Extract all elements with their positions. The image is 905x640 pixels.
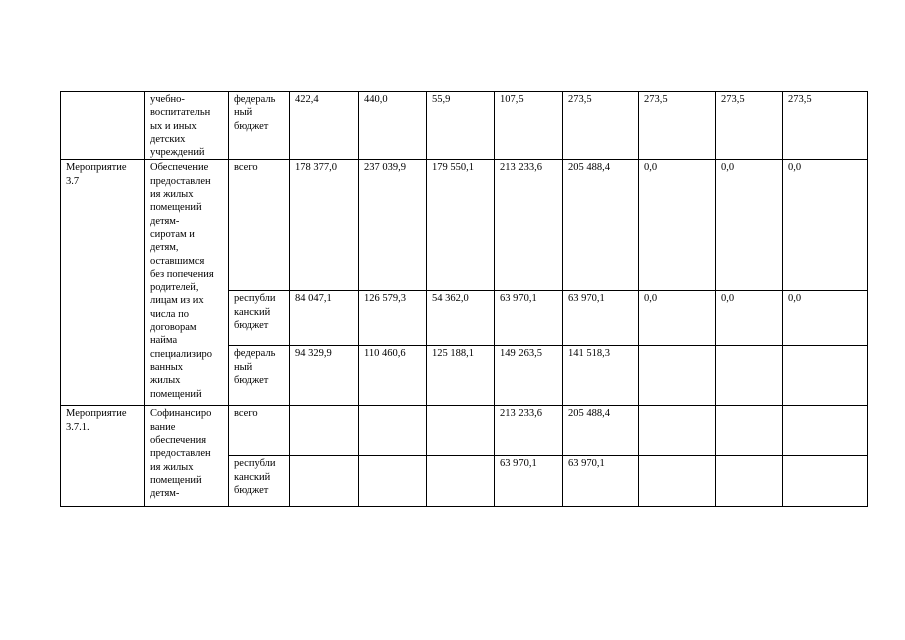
- value-cell: 63 970,1: [563, 291, 639, 346]
- value-cell: 205 488,4: [563, 160, 639, 291]
- value-cell: 54 362,0: [427, 291, 495, 346]
- value-cell: 63 970,1: [495, 456, 563, 507]
- value-cell: 422,4: [290, 92, 359, 160]
- table-row: [61, 406, 868, 456]
- value-cell: [783, 406, 868, 456]
- value-cell: 0,0: [783, 291, 868, 346]
- value-cell: 125 188,1: [427, 346, 495, 406]
- value-cell: 63 970,1: [563, 456, 639, 507]
- value-cell: 273,5: [716, 92, 783, 160]
- funding-source-cell: федераль ный бюджет: [229, 92, 290, 160]
- value-cell: [783, 456, 868, 507]
- value-cell: 0,0: [639, 291, 716, 346]
- value-cell: 213 233,6: [495, 160, 563, 291]
- activity-name-cell: Мероприятие 3.7: [61, 160, 145, 406]
- value-cell: [359, 456, 427, 507]
- value-cell: [639, 406, 716, 456]
- value-cell: 107,5: [495, 92, 563, 160]
- activity-name-cell: Мероприятие 3.7.1.: [61, 406, 145, 507]
- value-cell: 237 039,9: [359, 160, 427, 291]
- value-cell: 110 460,6: [359, 346, 427, 406]
- value-cell: 126 579,3: [359, 291, 427, 346]
- value-cell: 0,0: [783, 160, 868, 291]
- value-cell: [639, 456, 716, 507]
- value-cell: [716, 346, 783, 406]
- value-cell: 0,0: [716, 160, 783, 291]
- funding-source-cell: всего: [229, 406, 290, 456]
- activity-description-cell: учебно- воспитательн ых и иных детских учреждений: [145, 92, 229, 160]
- value-cell: [427, 456, 495, 507]
- budget-table: [60, 91, 868, 507]
- value-cell: 440,0: [359, 92, 427, 160]
- table-row: [61, 92, 868, 160]
- activity-description-cell: Обеспечение предоставлен ия жилых помещений детям- сиротам и детям, оставшимся без попечения родителей, лицам из их числа по договорам найма специализиро ванных жилых помещений: [145, 160, 229, 406]
- value-cell: [290, 406, 359, 456]
- activity-name-cell: [61, 92, 145, 160]
- value-cell: 0,0: [639, 160, 716, 291]
- value-cell: 149 263,5: [495, 346, 563, 406]
- activity-description-cell: Софинансиро вание обеспечения предоставлен ия жилых помещений детям-: [145, 406, 229, 507]
- funding-source-cell: федераль ный бюджет: [229, 346, 290, 406]
- funding-source-cell: республи канский бюджет: [229, 456, 290, 507]
- value-cell: [290, 456, 359, 507]
- value-cell: 94 329,9: [290, 346, 359, 406]
- value-cell: 84 047,1: [290, 291, 359, 346]
- value-cell: 205 488,4: [563, 406, 639, 456]
- value-cell: [716, 406, 783, 456]
- table-row: [61, 160, 868, 291]
- funding-source-cell: республи канский бюджет: [229, 291, 290, 346]
- value-cell: 63 970,1: [495, 291, 563, 346]
- value-cell: 273,5: [783, 92, 868, 160]
- value-cell: 178 377,0: [290, 160, 359, 291]
- value-cell: [639, 346, 716, 406]
- value-cell: [359, 406, 427, 456]
- value-cell: 0,0: [716, 291, 783, 346]
- funding-source-cell: всего: [229, 160, 290, 291]
- value-cell: 273,5: [639, 92, 716, 160]
- value-cell: [716, 456, 783, 507]
- value-cell: [783, 346, 868, 406]
- value-cell: 179 550,1: [427, 160, 495, 291]
- value-cell: 55,9: [427, 92, 495, 160]
- value-cell: 141 518,3: [563, 346, 639, 406]
- value-cell: 213 233,6: [495, 406, 563, 456]
- value-cell: 273,5: [563, 92, 639, 160]
- value-cell: [427, 406, 495, 456]
